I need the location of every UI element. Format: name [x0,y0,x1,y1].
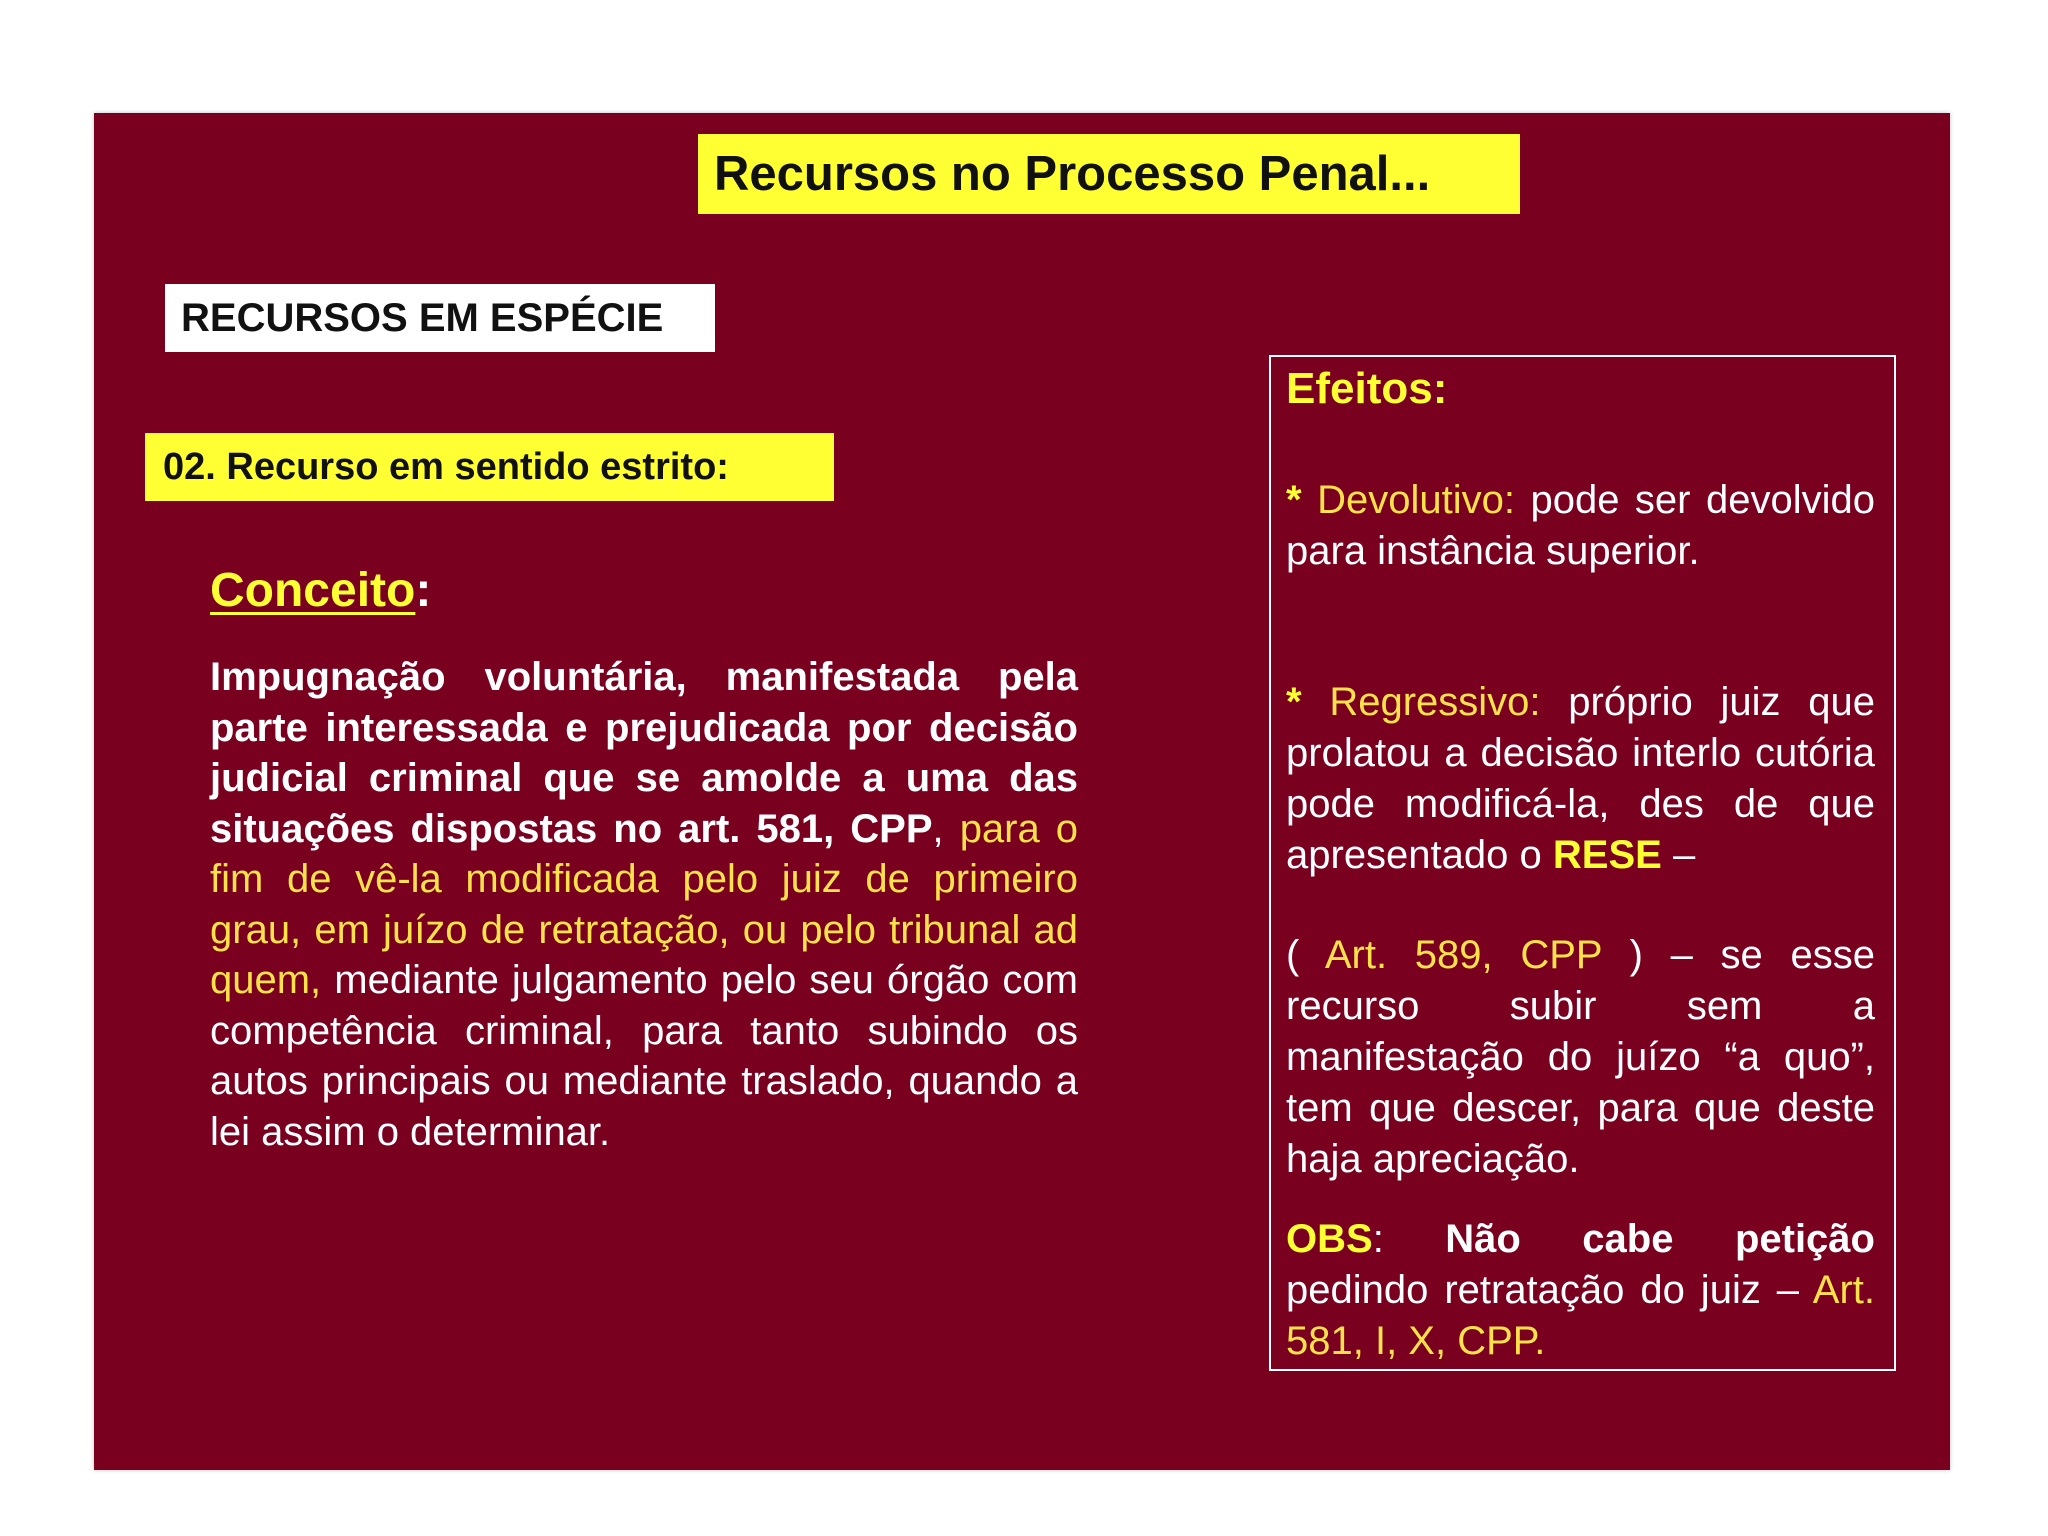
section-banner [165,284,715,352]
concept-comma: , [932,806,960,851]
obs-colon: : [1372,1217,1384,1261]
effect-obs [1286,1214,1875,1367]
concept-heading-text: Conceito [210,564,416,617]
regressivo-bullet: * [1286,680,1302,724]
section-label: RECURSOS EM ESPÉCIE [181,295,664,340]
regressivo-text: próprio juiz que prolatou a decisão interlo cutória pode modificá-la, des de que apresentado o [1286,680,1875,877]
obs-label: OBS [1286,1217,1373,1261]
slide-title: Recursos no Processo Penal... [714,147,1431,201]
rese-term: RESE [1552,833,1662,877]
effect-art589 [1286,930,1875,1185]
effect-devolutivo [1286,475,1875,577]
effects-title: Efeitos: [1286,364,1448,413]
devolutivo-bullet: * [1286,478,1302,522]
effect-regressivo [1286,677,1875,881]
art589-open: ( [1286,933,1300,977]
concept-heading [210,563,431,618]
concept-highlight-text: para o fim de vê-la modificada pelo juiz de primeiro grau, em juízo de retratação, ou pelo tribunal ad quem, [210,806,1079,1002]
art589-text: – se esse recurso subir sem a manifestação do juízo “a quo”, tem que descer, para que deste haja apreciação. [1286,933,1876,1181]
obs-bold-text: Não cabe petição [1445,1217,1875,1261]
devolutivo-label: Devolutivo: [1317,478,1515,522]
obs-text: pedindo retratação do juiz – [1286,1268,1800,1312]
subsection-label: 02. Recurso em sentido estrito: [163,445,729,488]
devolutivo-text: pode ser devolvido para instância superior. [1286,478,1875,573]
obs-ref: Art. 581, I, X, CPP. [1286,1268,1876,1363]
concept-bold-text: Impugnação voluntária, manifestada pela parte interessada e prejudicada por decisão judicial criminal que se amolde a uma das situações dispostas no art. 581, CPP [210,655,1078,851]
concept-heading-colon: : [415,564,432,617]
title-banner [698,134,1520,214]
regressivo-label: Regressivo: [1329,680,1541,724]
concept-rest-text: mediante julgamento pelo seu órgão com competência criminal, para tanto subindo os autos principais ou mediante traslado, quando a lei assim o determinar. [210,958,1078,1154]
subsection-banner [145,433,834,501]
art589-ref: Art. 589, CPP [1324,933,1602,977]
art589-close: ) [1629,933,1643,977]
regressivo-dash: – [1672,833,1696,877]
concept-paragraph [210,652,1078,1157]
